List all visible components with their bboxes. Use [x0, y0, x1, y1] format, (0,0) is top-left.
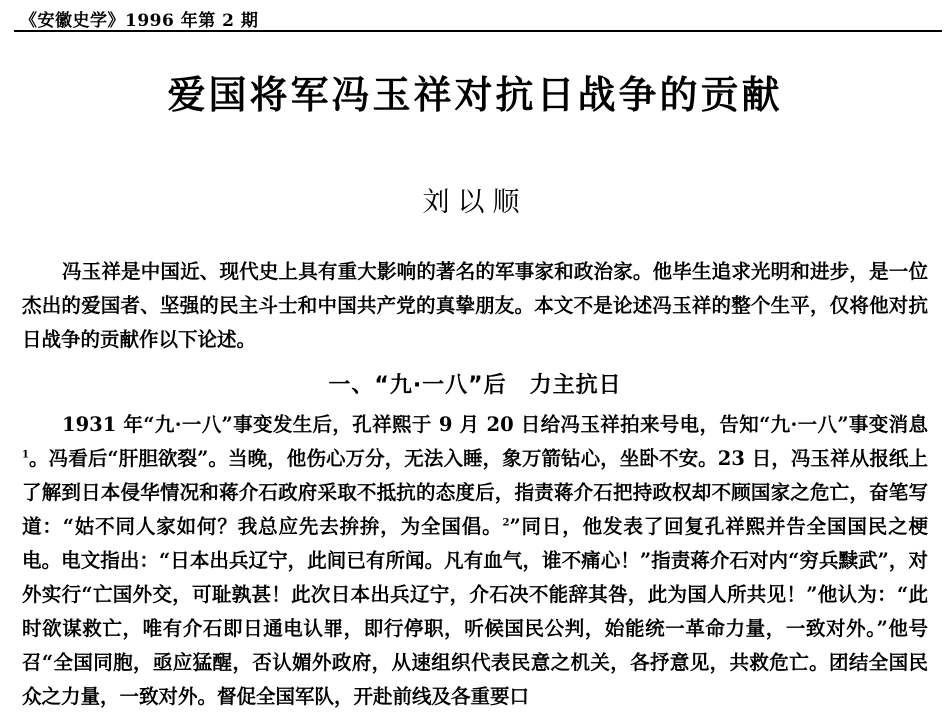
intro-paragraph: 冯玉祥是中国近、现代史上具有重大影响的著名的军事家和政治家。他毕生追求光明和进步，是一位杰出的爱国者、坚强的民主斗士和中国共产党的真挚朋友。本文不是论述冯玉祥的整个生平，仅将他对抗日战争的贡献作以下论述。	[22, 260, 928, 351]
body-text-part-3: ”同日，他发表了回复孔祥熙并告全国国民之梗电。电文指出：“日本出兵辽宁，此间已有所闻。凡有血气，谁不痛心！”指责蒋介石对内“穷兵黩武”，对外实行“亡国外交，可耻孰甚！此次日本出兵辽宁，介石决不能辞其咎，此为国人所共见！”他认为：“此时欲谋救亡，唯有介石即日通电认罪，即行停职，听候国民公判，始能统一革命力量，一致对外。”他号召“全国同胞，亟应猛醒，否认媚外政府，从速组织代表民意之机关，各抒意见，共救危亡。团结全国民众之力量，一致对外。督促全国军队，开赴前线及各重要口	[22, 515, 929, 708]
journal-running-header: 《安徽史学》1996 年第 2 期	[20, 11, 259, 31]
footnote-marker-1[interactable]: 1	[22, 449, 29, 461]
article-title: 爱国将军冯玉祥对抗日战争的贡献	[167, 73, 783, 117]
body-paragraph	[22, 408, 928, 714]
footnote-marker-2[interactable]: 2	[502, 517, 510, 529]
article-author: 刘以顺	[422, 187, 528, 218]
body-text-part-2: 。冯看后“肝胆欲裂”。当晚，他伤心万分，无法入睡，象万箭钻心，坐卧不安。23 日，冯玉祥从报纸上了解到日本侵华情况和蒋介石政府采取不抵抗的态度后，指责蒋介石把持政权却不顾国家之危亡，奋笔写道：“姑不同人家如何？我总应先去拚拚，为全国倡。	[22, 447, 928, 538]
body-text-part-1: 1931 年“九·一八”事变发生后，孔祥熙于 9 月 20 日给冯玉祥拍来号电，告知“九·一八”事变消息	[62, 413, 928, 436]
header-rule	[14, 30, 942, 32]
section-heading: 一、“九·一八”后 力主抗日	[328, 373, 622, 398]
